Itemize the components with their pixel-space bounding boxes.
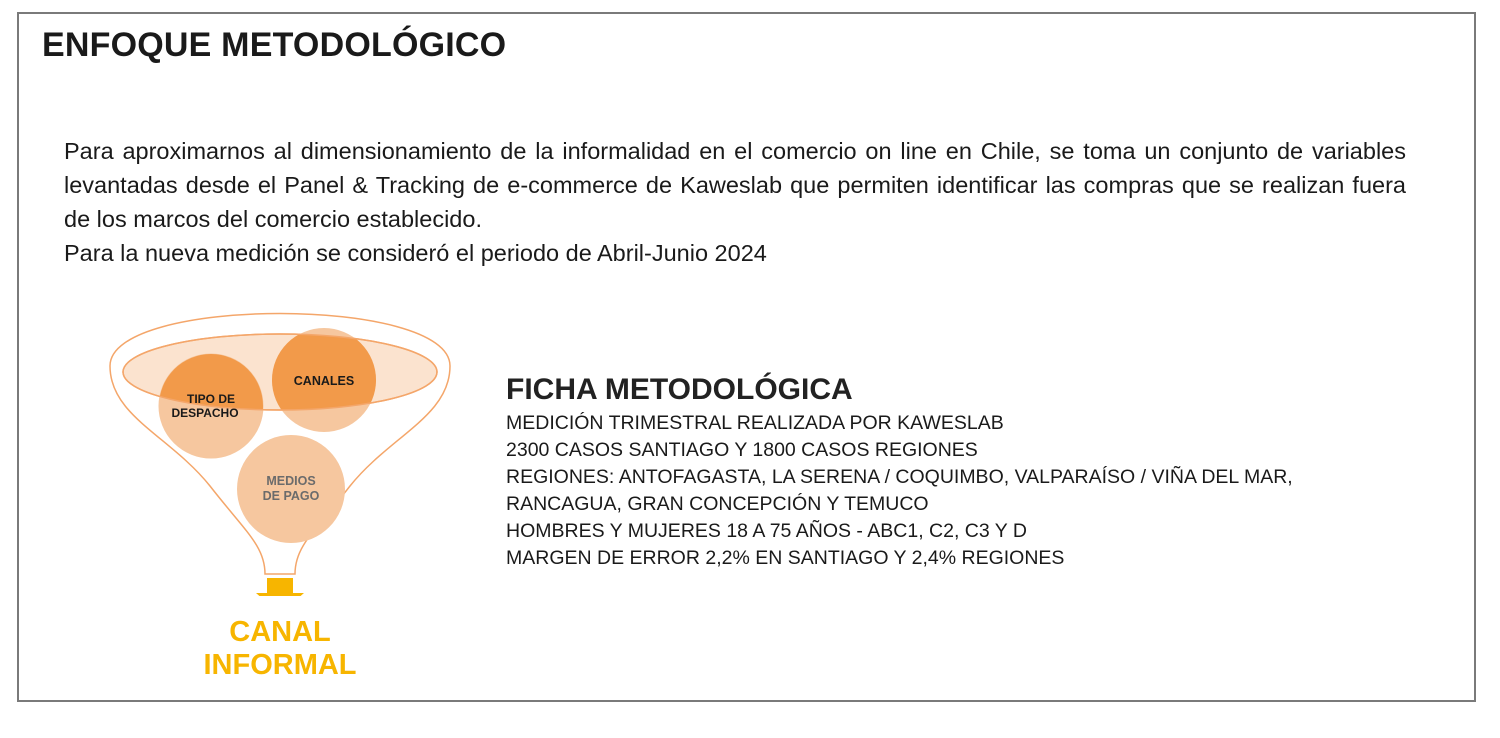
label-canales: CANALES bbox=[293, 374, 355, 388]
funnel-diagram bbox=[100, 296, 460, 596]
intro-paragraph-2: Para la nueva medición se consideró el periodo de Abril-Junio 2024 bbox=[64, 240, 767, 266]
label-medios-pago-1: MEDIOS bbox=[266, 474, 316, 488]
slide-title: ENFOQUE METODOLÓGICO bbox=[42, 26, 507, 64]
canal-informal-line-2: INFORMAL bbox=[203, 649, 357, 681]
ficha-list bbox=[506, 410, 1426, 572]
canal-informal-label bbox=[150, 616, 410, 682]
label-tipo-despacho-2: DESPACHO bbox=[171, 406, 239, 420]
intro-text bbox=[64, 134, 1406, 270]
ficha-item: HOMBRES Y MUJERES 18 A 75 AÑOS - ABC1, C2, C3 Y D bbox=[506, 520, 1027, 542]
intro-paragraph-1: Para aproximarnos al dimensionamiento de la informalidad en el comercio on line en Chile, se toma un conjunto de variables levantadas desde el Panel & Tracking de e-commerce de Kaweslab que permiten identificar las compras que se realizan fuera de los marcos del comercio establecido. bbox=[64, 138, 1406, 232]
ficha-item: 2300 CASOS SANTIAGO Y 1800 CASOS REGIONES bbox=[506, 439, 978, 461]
ficha-metodologica bbox=[506, 373, 1426, 572]
label-tipo-despacho-1: TIPO DE bbox=[186, 392, 236, 406]
ficha-item: REGIONES: ANTOFAGASTA, LA SERENA / COQUIMBO, VALPARAÍSO / VIÑA DEL MAR, bbox=[506, 466, 1293, 488]
ficha-title: FICHA METODOLÓGICA bbox=[506, 373, 853, 406]
ficha-item: RANCAGUA, GRAN CONCEPCIÓN Y TEMUCO bbox=[506, 493, 929, 515]
ficha-item: MARGEN DE ERROR 2,2% EN SANTIAGO Y 2,4% REGIONES bbox=[506, 547, 1065, 569]
canal-informal-line-1: CANAL bbox=[229, 616, 331, 648]
ficha-item: MEDICIÓN TRIMESTRAL REALIZADA POR KAWESLAB bbox=[506, 412, 1004, 434]
label-medios-pago-2: DE PAGO bbox=[262, 489, 320, 503]
down-arrow-icon bbox=[256, 578, 304, 596]
